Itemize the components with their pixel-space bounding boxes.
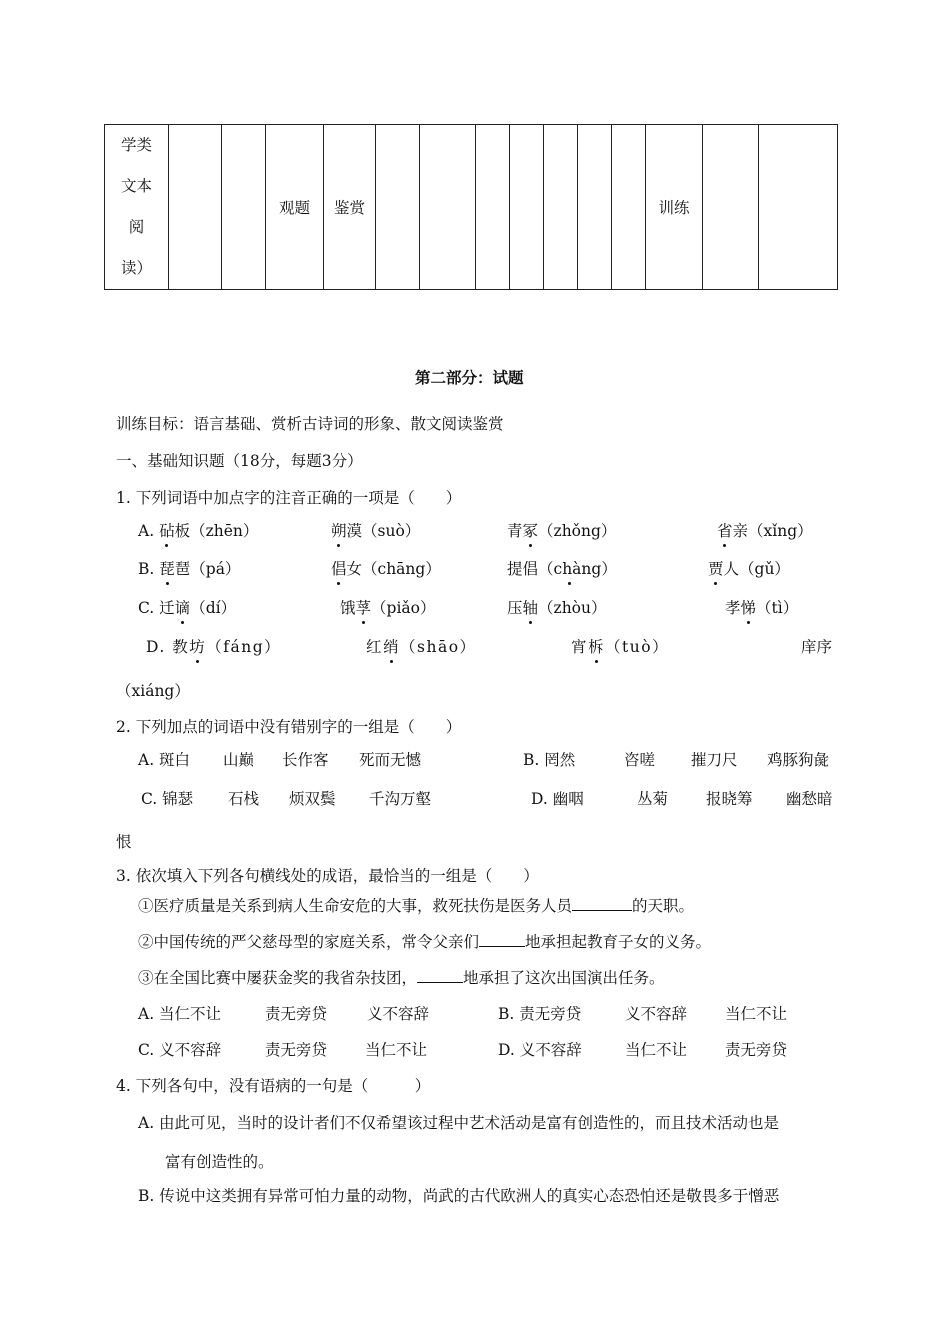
reading-table <box>104 124 838 290</box>
q1-option-d-2: 红绡（shāo） <box>366 635 477 657</box>
q3-option-a-2: 责无旁贷 <box>265 1005 328 1023</box>
table-cell: 观题 <box>266 125 324 290</box>
q2-option-d-3: 报晓筹 <box>706 790 753 808</box>
answer-blank[interactable] <box>417 968 463 983</box>
q1-option-d-3: 宵柝（tuò） <box>571 635 669 657</box>
q2-option-c-1: C. 锦瑟 <box>141 790 194 808</box>
q1-option-a-2: 朔漠（suò） <box>331 519 420 541</box>
training-goal: 训练目标：语言基础、赏析古诗词的形象、散文阅读鉴赏 <box>116 415 504 433</box>
table-cell <box>612 125 646 290</box>
q4-option-b-line1: B. 传说中这类拥有异常可怕力量的动物，尚武的古代欧洲人的真实心态恐怕还是敬畏多于憎恶 <box>138 1187 780 1205</box>
q2-option-c-2: 石栈 <box>228 790 260 808</box>
q2-option-b-1: B. 罔然 <box>523 751 576 769</box>
table-cell <box>420 125 476 290</box>
table-cell <box>510 125 544 290</box>
q1-option-b-3: 提倡（chàng） <box>507 557 617 579</box>
q3-option-d-1: D. 义不容辞 <box>498 1041 582 1059</box>
q2-option-c-3: 烦双鬓 <box>289 790 336 808</box>
q3-option-a-1: A. 当仁不让 <box>138 1005 222 1023</box>
q3-option-a-3: 义不容辞 <box>367 1005 430 1023</box>
question-3-stem: 3. 依次填入下列各句横线处的成语，最恰当的一组是（ ） <box>116 867 539 885</box>
q4-option-a-line1: A. 由此可见，当时的设计者们不仅希望该过程中艺术活动是富有创造性的，而且技术活动也是 <box>138 1114 780 1132</box>
q1-option-c-4: 孝悌（tì） <box>725 596 798 618</box>
table-cell: 训练 <box>646 125 703 290</box>
answer-blank[interactable] <box>572 896 632 911</box>
q2-option-d-4: 幽愁暗 <box>786 790 833 808</box>
label-line: 读） <box>120 259 152 277</box>
section-heading: 一、基础知识题（18分，每题3分） <box>116 452 363 470</box>
q2-option-b-2: 咨嗟 <box>624 751 656 769</box>
table-row-label <box>105 125 169 290</box>
q2-option-a-2: 山巅 <box>223 751 255 769</box>
q1-option-a-4: 省亲（xǐng） <box>717 519 813 541</box>
q2-option-b-4: 鸡豚狗彘 <box>767 751 830 769</box>
q3-option-b-3: 当仁不让 <box>725 1005 788 1023</box>
q2-option-a-4: 死而无憾 <box>359 751 422 769</box>
q1-option-b-1: B. 琵琶（pá） <box>138 557 240 579</box>
question-4-stem: 4. 下列各句中，没有语病的一句是（ ） <box>116 1077 431 1095</box>
q3-sentence-2: ②中国传统的严父慈母型的家庭关系，常令父亲们 地承担起教育子女的义务。 <box>138 933 712 951</box>
q1-option-b-4: 贾人（gǔ） <box>708 557 790 579</box>
table-cell <box>476 125 510 290</box>
q1-option-c-1: C. 迁谪（dí） <box>138 596 236 618</box>
q2-option-a-3: 长作客 <box>282 751 329 769</box>
q3-sentence-3: ③在全国比赛中屡获金奖的我省杂技团， 地承担了这次出国演出任务。 <box>138 969 665 987</box>
table-cell <box>703 125 759 290</box>
q3-sentence-1: ①医疗质量是关系到病人生命安危的大事，救死扶伤是医务人员 的天职。 <box>138 897 695 915</box>
q1-option-a-1: A. 砧板（zhēn） <box>138 519 258 541</box>
q3-option-c-1: C. 义不容辞 <box>138 1041 222 1059</box>
label-line: 文本 <box>120 177 152 195</box>
table-cell <box>578 125 612 290</box>
q2-option-d-2: 丛菊 <box>637 790 669 808</box>
table-cell: 鉴赏 <box>324 125 376 290</box>
question-2-stem: 2. 下列加点的词语中没有错别字的一组是（ ） <box>116 718 462 736</box>
q3-option-b-1: B. 责无旁贷 <box>498 1005 582 1023</box>
part-title: 第二部分：试题 <box>415 368 524 387</box>
table-cell <box>544 125 578 290</box>
q1-option-d-4: 庠序 <box>801 638 833 656</box>
q2-option-a-1: A. 斑白 <box>138 751 191 769</box>
q3-option-d-2: 当仁不让 <box>625 1041 688 1059</box>
q3-option-d-3: 责无旁贷 <box>725 1041 788 1059</box>
q1-option-c-3: 压轴（zhòu） <box>507 596 607 618</box>
table-cell <box>222 125 266 290</box>
q1-option-d-1: D. 教坊（fáng） <box>146 635 281 657</box>
table-cell <box>759 125 838 290</box>
question-1-stem: 1. 下列词语中加点字的注音正确的一项是（ ） <box>116 489 462 507</box>
q1-option-b-2: 倡女（chāng） <box>331 557 441 579</box>
q1-option-c-2: 饿莩（piǎo） <box>340 596 435 618</box>
label-line: 阅 <box>128 218 145 236</box>
q2-option-b-3: 摧刀尺 <box>691 751 738 769</box>
q3-option-b-2: 义不容辞 <box>625 1005 688 1023</box>
q3-option-c-2: 责无旁贷 <box>265 1041 328 1059</box>
q2-option-d-1: D. 幽咽 <box>531 790 584 808</box>
table-cell <box>169 125 222 290</box>
answer-blank[interactable] <box>479 932 525 947</box>
label-line: 学类 <box>120 136 152 154</box>
q1-option-a-3: 青冢（zhǒng） <box>507 519 616 541</box>
q4-option-a-line2: 富有创造性的。 <box>165 1153 274 1171</box>
q2-option-c-4: 千沟万壑 <box>369 790 432 808</box>
q1-option-d-cont: （xiáng） <box>116 682 190 700</box>
q2-option-d-cont: 恨 <box>116 833 132 851</box>
table-cell <box>376 125 420 290</box>
q3-option-c-3: 当仁不让 <box>365 1041 428 1059</box>
